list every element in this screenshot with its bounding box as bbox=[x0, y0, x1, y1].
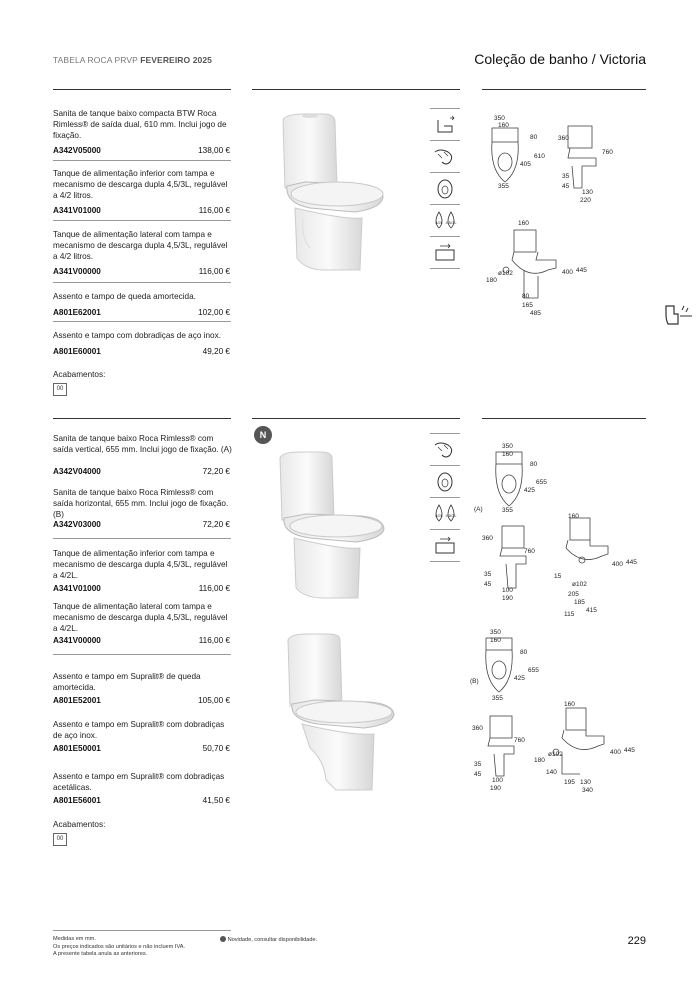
page-number: 229 bbox=[627, 935, 646, 947]
dim-label: 415 bbox=[586, 607, 597, 614]
product-price: 116,00 € bbox=[198, 584, 230, 593]
finish-swatch[interactable]: 00 bbox=[53, 833, 67, 846]
product-price: 116,00 € bbox=[198, 206, 230, 215]
dim-label: 80 bbox=[520, 649, 528, 656]
dim-label: 760 bbox=[514, 737, 525, 744]
dim-label: 400 bbox=[610, 749, 621, 756]
dim-label: 160 bbox=[568, 513, 579, 520]
dim-label: 350 bbox=[502, 443, 513, 450]
divider bbox=[53, 654, 231, 655]
product-photo-toilet bbox=[265, 108, 395, 278]
variant-label-b: (B) bbox=[470, 678, 479, 685]
header-catalog-label: TABELA ROCA PRVP FEVEREIRO 2025 bbox=[53, 55, 213, 65]
dim-label: 340 bbox=[582, 787, 593, 794]
divider bbox=[53, 418, 231, 419]
dim-label: 360 bbox=[558, 135, 569, 142]
dim-label: 160 bbox=[490, 637, 501, 644]
dim-label: 350 bbox=[494, 115, 505, 122]
dim-label: 35 bbox=[474, 761, 482, 768]
dim-label: 485 bbox=[530, 310, 541, 317]
wall-toilet-icon bbox=[430, 112, 460, 138]
product-price: 138,00 € bbox=[198, 146, 230, 155]
rimless-bowl-icon bbox=[430, 176, 460, 202]
finishes-label: Acabamentos: bbox=[53, 820, 106, 829]
dim-label: 35 bbox=[562, 173, 570, 180]
product-description: Sanita de tanque baixo compacta BTW Roca Rimless® de saída dual, 610 mm. Inclui jogo de fixação. bbox=[53, 109, 227, 140]
dim-label: 100 bbox=[502, 587, 513, 594]
dim-label: 400 bbox=[612, 561, 623, 568]
dim-label: ø102 bbox=[548, 751, 563, 758]
dim-label: 35 bbox=[484, 571, 492, 578]
dim-label: 760 bbox=[602, 149, 613, 156]
product-description: Sanita de tanque baixo Roca Rimless® com saída vertical, 655 mm. Inclui jogo de fixação. (A) bbox=[53, 434, 232, 454]
footer-notes: Medidas em mm. Os preços indicados são unitários e não incluem IVA. A presente tabela anula as anteriores. bbox=[53, 936, 186, 957]
product-price: 49,20 € bbox=[202, 347, 230, 356]
rimless-bowl-icon bbox=[430, 469, 460, 495]
product-code: A341V01000 bbox=[53, 206, 101, 215]
product-price: 116,00 € bbox=[198, 636, 230, 645]
dim-label: 220 bbox=[580, 197, 591, 204]
divider bbox=[53, 282, 231, 283]
product-price: 116,00 € bbox=[198, 267, 230, 276]
divider bbox=[252, 89, 460, 90]
dim-label: 80 bbox=[530, 134, 538, 141]
product-code: A341V00000 bbox=[53, 267, 101, 276]
dim-label: 360 bbox=[482, 535, 493, 542]
product-code: A801E52001 bbox=[53, 696, 101, 705]
divider bbox=[53, 220, 231, 221]
dim-label: 160 bbox=[502, 451, 513, 458]
technical-drawing-1 bbox=[478, 110, 638, 320]
dim-label: 610 bbox=[534, 153, 545, 160]
divider bbox=[252, 418, 460, 419]
footer-new-note: Novidade, consultar disponibilidade. bbox=[220, 936, 317, 945]
dim-label: 760 bbox=[524, 548, 535, 555]
divider bbox=[53, 160, 231, 161]
dim-label: 140 bbox=[546, 769, 557, 776]
technical-drawing-2b bbox=[470, 624, 645, 799]
product-description: Tanque de alimentação inferior com tampa e mecanismo de descarga dupla 4,5/3L, regulável a 4/2 litros. bbox=[53, 169, 228, 200]
dim-label: 405 bbox=[520, 161, 531, 168]
dim-label: 445 bbox=[626, 559, 637, 566]
dim-label: 355 bbox=[502, 507, 513, 514]
dual-flush-icon bbox=[430, 208, 460, 234]
technical-drawing-2a bbox=[478, 438, 643, 618]
cistern-icon bbox=[430, 240, 460, 266]
divider bbox=[53, 538, 231, 539]
product-description: Assento e tampo em Supralit® com dobradiças de aço inox. bbox=[53, 720, 225, 740]
dim-label: 115 bbox=[564, 611, 575, 618]
dim-label: ø102 bbox=[498, 270, 513, 277]
new-badge: N bbox=[254, 426, 272, 444]
variant-label-a: (A) bbox=[474, 506, 483, 513]
divider bbox=[53, 321, 231, 322]
dim-label: 160 bbox=[518, 220, 529, 227]
product-description: Sanita de tanque baixo Roca Rimless® com saída horizontal, 655 mm. Inclui jogo de fixação. (B) bbox=[53, 488, 229, 519]
dim-label: 445 bbox=[624, 747, 635, 754]
rimless-flush-icon bbox=[430, 144, 460, 170]
dim-label: 190 bbox=[490, 785, 501, 792]
dim-label: 355 bbox=[492, 695, 503, 702]
divider bbox=[482, 418, 646, 419]
product-photo-toilet-a bbox=[270, 448, 395, 608]
dim-label: 425 bbox=[524, 487, 535, 494]
product-code: A801E50001 bbox=[53, 744, 101, 753]
dim-label: 180 bbox=[486, 277, 497, 284]
finish-swatch[interactable]: 00 bbox=[53, 383, 67, 396]
product-description: Tanque de alimentação lateral com tampa e mecanismo de descarga dupla 4,5/3L, regulável a 4/2L. bbox=[53, 602, 228, 633]
dim-label: 160 bbox=[564, 701, 575, 708]
dim-label: 45 bbox=[484, 581, 492, 588]
product-code: A342V04000 bbox=[53, 467, 101, 476]
dim-label: 400 bbox=[562, 269, 573, 276]
dim-label: 15 bbox=[554, 573, 562, 580]
dim-label: 350 bbox=[490, 629, 501, 636]
product-description: Assento e tampo em Supralit® de queda amortecida. bbox=[53, 672, 201, 692]
dual-flush-icon bbox=[430, 501, 460, 527]
dim-label: 195 bbox=[564, 779, 575, 786]
product-description: Assento e tampo de queda amortecida. bbox=[53, 292, 196, 301]
product-description: Tanque de alimentação inferior com tampa e mecanismo de descarga dupla 4,5/3L, regulável a 4/2L. bbox=[53, 549, 228, 580]
product-price: 72,20 € bbox=[202, 467, 230, 476]
product-code: A341V00000 bbox=[53, 636, 101, 645]
dim-label: 655 bbox=[528, 667, 539, 674]
dim-label: 130 bbox=[580, 779, 591, 786]
dim-label: 360 bbox=[472, 725, 483, 732]
dim-label: 45 bbox=[562, 183, 570, 190]
dim-label: 425 bbox=[514, 675, 525, 682]
dual-flush-a: 4/2L bbox=[435, 513, 443, 518]
dim-label: 655 bbox=[536, 479, 547, 486]
dual-flush-b: 4,5/3L bbox=[445, 220, 457, 225]
dim-label: 165 bbox=[522, 302, 533, 309]
dim-label: 45 bbox=[474, 771, 482, 778]
dim-label: 180 bbox=[534, 757, 545, 764]
product-price: 102,00 € bbox=[198, 308, 230, 317]
product-price: 72,20 € bbox=[202, 520, 230, 529]
dim-label: 80 bbox=[522, 293, 530, 300]
divider bbox=[482, 89, 646, 90]
dim-label: 130 bbox=[582, 189, 593, 196]
dual-flush-a: 4/2L bbox=[435, 220, 443, 225]
product-description: Tanque de alimentação lateral com tampa e mecanismo de descarga dupla 4,5/3L, regulável a 4/2 litros. bbox=[53, 230, 228, 261]
product-code: A801E60001 bbox=[53, 347, 101, 356]
dual-flush-b: 4,5/3L bbox=[445, 513, 457, 518]
product-code: A342V03000 bbox=[53, 520, 101, 529]
dim-label: 160 bbox=[498, 122, 509, 129]
product-description: Assento e tampo com dobradiças de aço inox. bbox=[53, 331, 221, 340]
product-code: A342V05000 bbox=[53, 146, 101, 155]
new-note-icon bbox=[220, 936, 226, 942]
dim-label: 205 bbox=[568, 591, 579, 598]
dim-label: 355 bbox=[498, 183, 509, 190]
dim-label: ø102 bbox=[572, 581, 587, 588]
product-price: 41,50 € bbox=[202, 796, 230, 805]
product-photo-toilet-b bbox=[280, 630, 405, 800]
product-price: 105,00 € bbox=[198, 696, 230, 705]
dim-label: 190 bbox=[502, 595, 513, 602]
divider bbox=[53, 930, 231, 931]
dim-label: 100 bbox=[492, 777, 503, 784]
bathroom-toilet-icon bbox=[664, 302, 694, 328]
product-code: A341V01000 bbox=[53, 584, 101, 593]
rimless-flush-icon bbox=[430, 437, 460, 463]
page-title: Coleção de banho / Victoria bbox=[474, 51, 646, 67]
finishes-label: Acabamentos: bbox=[53, 370, 106, 379]
dim-label: 80 bbox=[530, 461, 538, 468]
product-description: Assento e tampo em Supralit® com dobradiças acetálicas. bbox=[53, 772, 225, 792]
product-code: A801E56001 bbox=[53, 796, 101, 805]
product-price: 50,70 € bbox=[202, 744, 230, 753]
cistern-icon bbox=[430, 533, 460, 559]
dim-label: 185 bbox=[574, 599, 585, 606]
product-code: A801E62001 bbox=[53, 308, 101, 317]
dim-label: 445 bbox=[576, 267, 587, 274]
divider bbox=[53, 89, 231, 90]
